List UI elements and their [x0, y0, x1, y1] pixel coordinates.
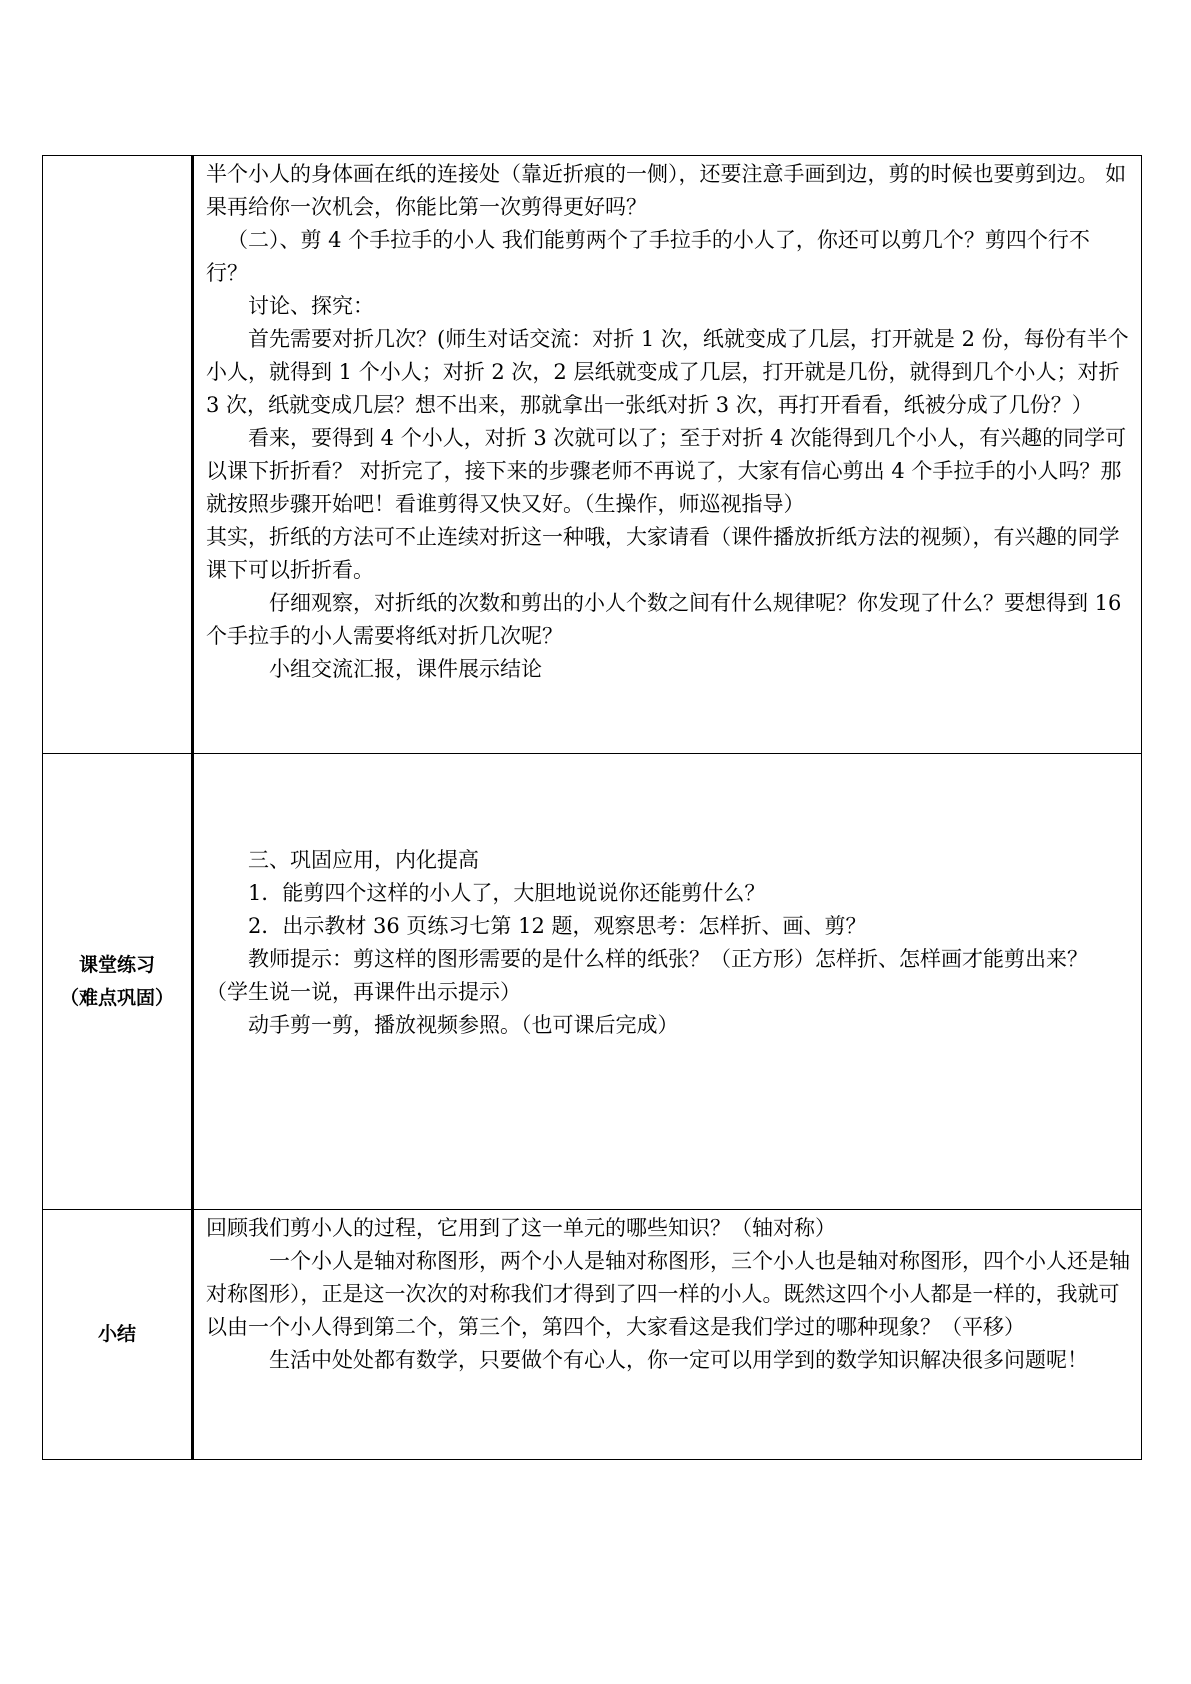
paragraph: 生活中处处都有数学，只要做个有心人，你一定可以用学到的数学知识解决很多问题呢！	[269, 1348, 1088, 1372]
paragraph: 1．能剪四个这样的小人了，大胆地说说你还能剪什么？	[248, 881, 766, 905]
row-label-practice-subtitle: （难点巩固）	[59, 986, 174, 1009]
paragraph: 其实，折纸的方法可不止连续对折这一种哦，大家请看（课件播放折纸方法的视频），有兴趣的同学课下可以折折看。	[206, 525, 1120, 582]
process-content	[193, 156, 1142, 754]
row-label-empty	[43, 156, 193, 754]
row-label-summary: 小结	[43, 1210, 193, 1460]
paragraph: 看来，要得到 4 个小人，对折 3 次就可以了；至于对折 4 次能得到几个小人，有兴趣的同学可以课下折折看？ 对折完了，接下来的步骤老师不再说了，大家有信心剪出 4 个手拉手的小人吗？那就按照步骤开始吧！看谁剪得又快又好。（生操作，师巡视指导）	[206, 426, 1127, 516]
paragraph: （二）、剪 4 个手拉手的小人 我们能剪两个了手拉手的小人了，你还可以剪几个？剪四个行不行？	[206, 228, 1090, 285]
paragraph: 小组交流汇报，课件展示结论	[269, 657, 542, 681]
lesson-plan-table	[42, 155, 1142, 1460]
table-row-practice	[43, 754, 1142, 1210]
paragraph: 仔细观察，对折纸的次数和剪出的小人个数之间有什么规律呢？你发现了什么？要想得到 16 个手拉手的小人需要将纸对折几次呢？	[206, 591, 1122, 648]
paragraph: 讨论、探究：	[248, 294, 374, 318]
paragraph: 教师提示：剪这样的图形需要的是什么样的纸张？（正方形）怎样折、怎样画才能剪出来？ （学生说一说，再课件出示提示）	[206, 947, 1088, 1004]
table-row-summary	[43, 1210, 1142, 1460]
paragraph: 首先需要对折几次？(师生对话交流：对折 1 次，纸就变成了几层，打开就是 2 份，每份有半个小人，就得到 1 个小人；对折 2 次，2 层纸就变成了几层，打开就是几份，就得到几个小人；对折 3 次，纸就变成几层？想不出来，那就拿出一张纸对折 3 次，再打开看看，纸被分成了几份？）	[206, 327, 1129, 417]
paragraph: 半个小人的身体画在纸的连接处（靠近折痕的一侧），还要注意手画到边，剪的时候也要剪到边。 如果再给你一次机会，你能比第一次剪得更好吗？	[206, 162, 1127, 219]
paragraph: 回顾我们剪小人的过程，它用到了这一单元的哪些知识？（轴对称）	[206, 1216, 836, 1240]
paragraph: 动手剪一剪，播放视频参照。（也可课后完成）	[248, 1013, 679, 1037]
paragraph: 一个小人是轴对称图形，两个小人是轴对称图形，三个小人也是轴对称图形，四个小人还是轴对称图形），正是这一次次的对称我们才得到了四一样的小人。既然这四个小人都是一样的，我就可以由一个小人得到第二个，第三个，第四个，大家看这是我们学过的哪种现象？（平移）	[206, 1249, 1130, 1339]
paragraph: 三、巩固应用，内化提高	[248, 848, 479, 872]
paragraph: 2．出示教材 36 页练习七第 12 题，观察思考：怎样折、画、剪？	[248, 914, 867, 938]
row-label-practice	[43, 754, 193, 1210]
row-label-practice-title: 课堂练习	[78, 953, 155, 976]
practice-content	[193, 754, 1142, 1210]
summary-content	[193, 1210, 1142, 1460]
table-row-process	[43, 156, 1142, 754]
